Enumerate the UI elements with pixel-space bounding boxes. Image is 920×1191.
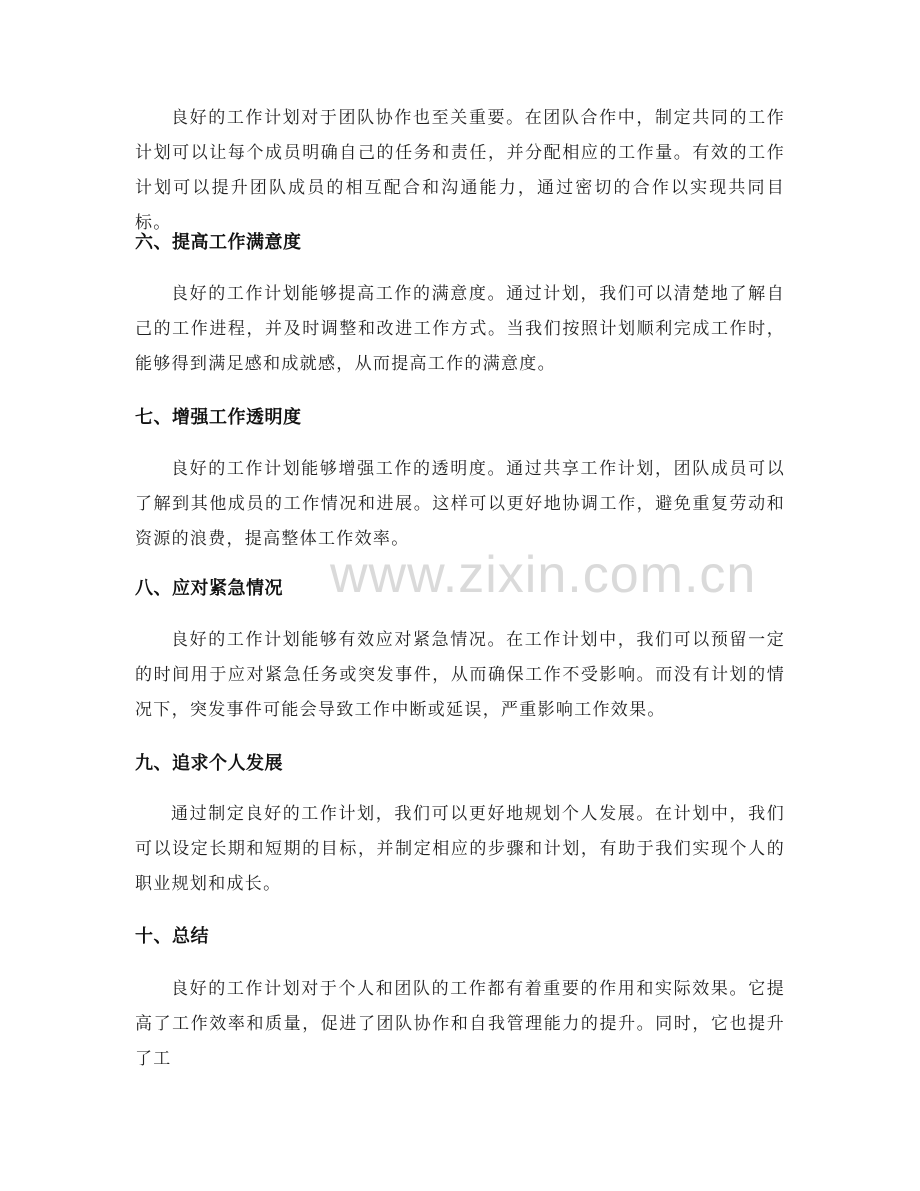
heading-section-10: 十、总结 bbox=[135, 926, 209, 947]
paragraph-team-collaboration: 良好的工作计划对于团队协作也至关重要。在团队合作中，制定共同的工作计划可以让每个成员明确自己的任务和责任，并分配相应的工作量。有效的工作计划可以提升团队成员的相互配合和沟通能力，通过密切的合作以实现共同目标。 bbox=[135, 108, 785, 233]
heading-section-8: 八、应对紧急情况 bbox=[135, 578, 283, 599]
heading-section-7: 七、增强工作透明度 bbox=[135, 407, 302, 428]
heading-section-9: 九、追求个人发展 bbox=[135, 753, 283, 774]
paragraph-emergency: 良好的工作计划能够有效应对紧急情况。在工作计划中，我们可以预留一定的时间用于应对紧急任务或突发事件，从而确保工作不受影响。而没有计划的情况下，突发事件可能会导致工作中断或延误，严重影响工作效果。 bbox=[135, 630, 785, 720]
heading-section-6: 六、提高工作满意度 bbox=[135, 232, 302, 253]
paragraph-transparency: 良好的工作计划能够增强工作的透明度。通过共享工作计划，团队成员可以了解到其他成员的工作情况和进展。这样可以更好地协调工作，避免重复劳动和资源的浪费，提高整体工作效率。 bbox=[135, 459, 785, 549]
watermark-text: www.zixin.com.cn bbox=[330, 546, 757, 604]
paragraph-personal-development: 通过制定良好的工作计划，我们可以更好地规划个人发展。在计划中，我们可以设定长期和短期的目标，并制定相应的步骤和计划，有助于我们实现个人的职业规划和成长。 bbox=[135, 804, 785, 894]
paragraph-satisfaction: 良好的工作计划能够提高工作的满意度。通过计划，我们可以清楚地了解自己的工作进程，并及时调整和改进工作方式。当我们按照计划顺利完成工作时，能够得到满足感和成就感，从而提高工作的满意度。 bbox=[135, 284, 785, 374]
paragraph-summary: 良好的工作计划对于个人和团队的工作都有着重要的作用和实际效果。它提高了工作效率和质量，促进了团队协作和自我管理能力的提升。同时，它也提升了工 bbox=[135, 979, 785, 1069]
